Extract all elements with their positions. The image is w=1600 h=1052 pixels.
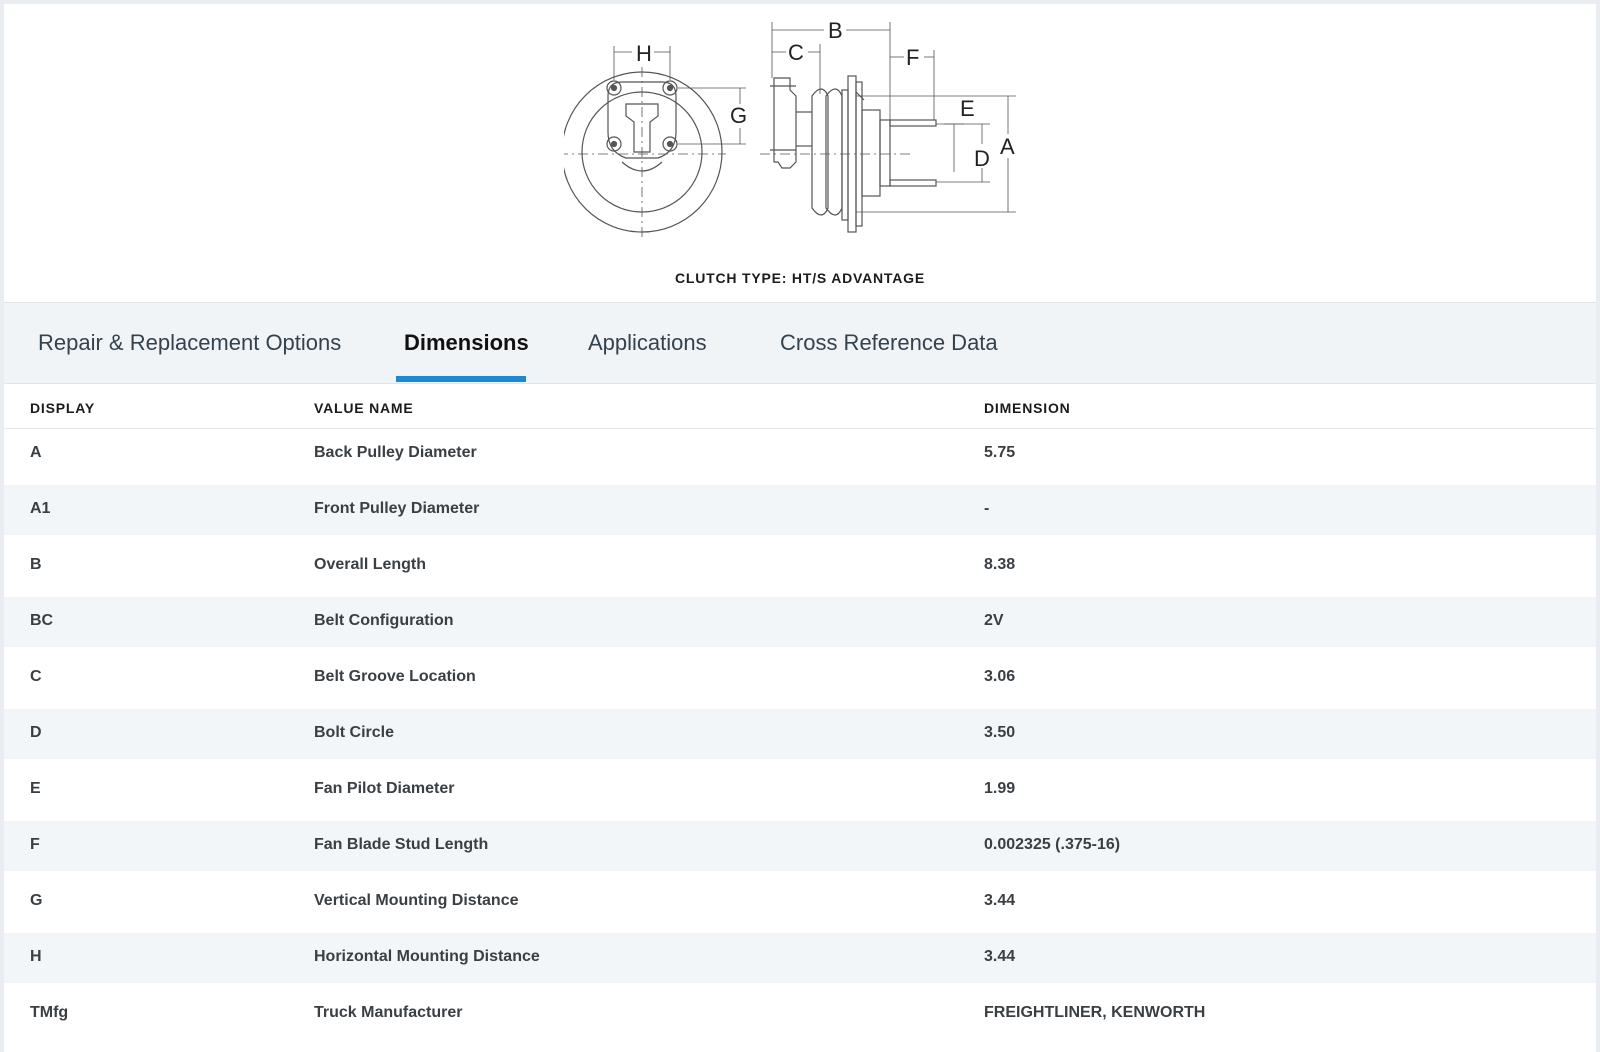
- cell-display: B: [30, 556, 42, 573]
- cell-value-name: Front Pulley Diameter: [314, 500, 480, 517]
- cell-dimension: -: [984, 500, 990, 517]
- tab-repair-replacement-options[interactable]: Repair & Replacement Options: [38, 330, 342, 355]
- cell-value-name: Fan Blade Stud Length: [314, 836, 489, 853]
- page-frame: [4, 4, 1596, 1052]
- cell-display: A: [30, 444, 42, 461]
- cell-value-name: Horizontal Mounting Distance: [314, 948, 540, 965]
- cell-dimension: 8.38: [984, 556, 1016, 573]
- table-row: [4, 429, 1596, 479]
- cell-dimension: 5.75: [984, 444, 1016, 461]
- cell-dimension: 3.44: [984, 892, 1016, 909]
- cell-value-name: Belt Groove Location: [314, 668, 476, 685]
- table-row: [4, 653, 1596, 703]
- cell-display: C: [30, 668, 42, 685]
- table-row: [4, 597, 1596, 647]
- cell-dimension: 0.002325 (.375-16): [984, 836, 1121, 853]
- table-row: [4, 877, 1596, 927]
- dim-label-f: F: [906, 45, 920, 70]
- table-row: [4, 485, 1596, 535]
- diagram-caption: CLUTCH TYPE: HT/S ADVANTAGE: [674, 270, 925, 286]
- diagram-area: [4, 4, 1596, 302]
- table-row: [4, 821, 1596, 871]
- clutch-diagram: [564, 12, 1024, 242]
- header-dimension[interactable]: DIMENSION: [984, 400, 1071, 416]
- cell-display: TMfg: [30, 1004, 69, 1021]
- cell-value-name: Overall Length: [314, 556, 427, 573]
- tab-cross-reference-data[interactable]: Cross Reference Data: [780, 330, 998, 355]
- cell-display: H: [30, 948, 42, 965]
- cell-display: D: [30, 724, 42, 741]
- dim-label-g: G: [730, 103, 748, 128]
- dim-label-a: A: [1000, 134, 1015, 159]
- cell-display: A1: [30, 500, 51, 517]
- cell-display: G: [30, 892, 43, 909]
- header-value-name[interactable]: VALUE NAME: [314, 400, 414, 416]
- table-row: [4, 709, 1596, 759]
- dim-label-h: H: [636, 41, 652, 66]
- table-row: [4, 933, 1596, 983]
- cell-display: F: [30, 836, 40, 853]
- tab-bar: [4, 302, 1596, 384]
- cell-dimension: 3.06: [984, 668, 1016, 685]
- cell-dimension: 1.99: [984, 780, 1016, 797]
- table-row: [4, 989, 1596, 1039]
- front-view: [564, 46, 746, 238]
- tab-applications[interactable]: Applications: [588, 330, 707, 355]
- cell-display: BC: [30, 612, 54, 629]
- active-tab-indicator: [396, 376, 526, 382]
- cell-value-name: Vertical Mounting Distance: [314, 892, 519, 909]
- table-row: [4, 541, 1596, 591]
- cell-display: E: [30, 780, 41, 797]
- cell-dimension: FREIGHTLINER, KENWORTH: [984, 1004, 1206, 1021]
- cell-value-name: Bolt Circle: [314, 724, 395, 741]
- dim-label-e: E: [960, 96, 975, 121]
- cell-value-name: Truck Manufacturer: [314, 1004, 463, 1021]
- header-display[interactable]: DISPLAY: [30, 400, 95, 416]
- dimensions-table: [4, 384, 1596, 1045]
- dim-label-c: C: [788, 40, 804, 65]
- cell-dimension: 2V: [984, 612, 1004, 629]
- cell-value-name: Fan Pilot Diameter: [314, 780, 455, 797]
- dim-label-b: B: [828, 18, 843, 43]
- cell-value-name: Back Pulley Diameter: [314, 444, 477, 461]
- table-body: [4, 429, 1596, 1039]
- cell-value-name: Belt Configuration: [314, 612, 454, 629]
- table-header: [4, 384, 1596, 429]
- cell-dimension: 3.44: [984, 948, 1016, 965]
- tab-dimensions[interactable]: Dimensions: [404, 330, 529, 355]
- table-row: [4, 765, 1596, 815]
- cell-dimension: 3.50: [984, 724, 1016, 741]
- dim-label-d: D: [974, 146, 990, 171]
